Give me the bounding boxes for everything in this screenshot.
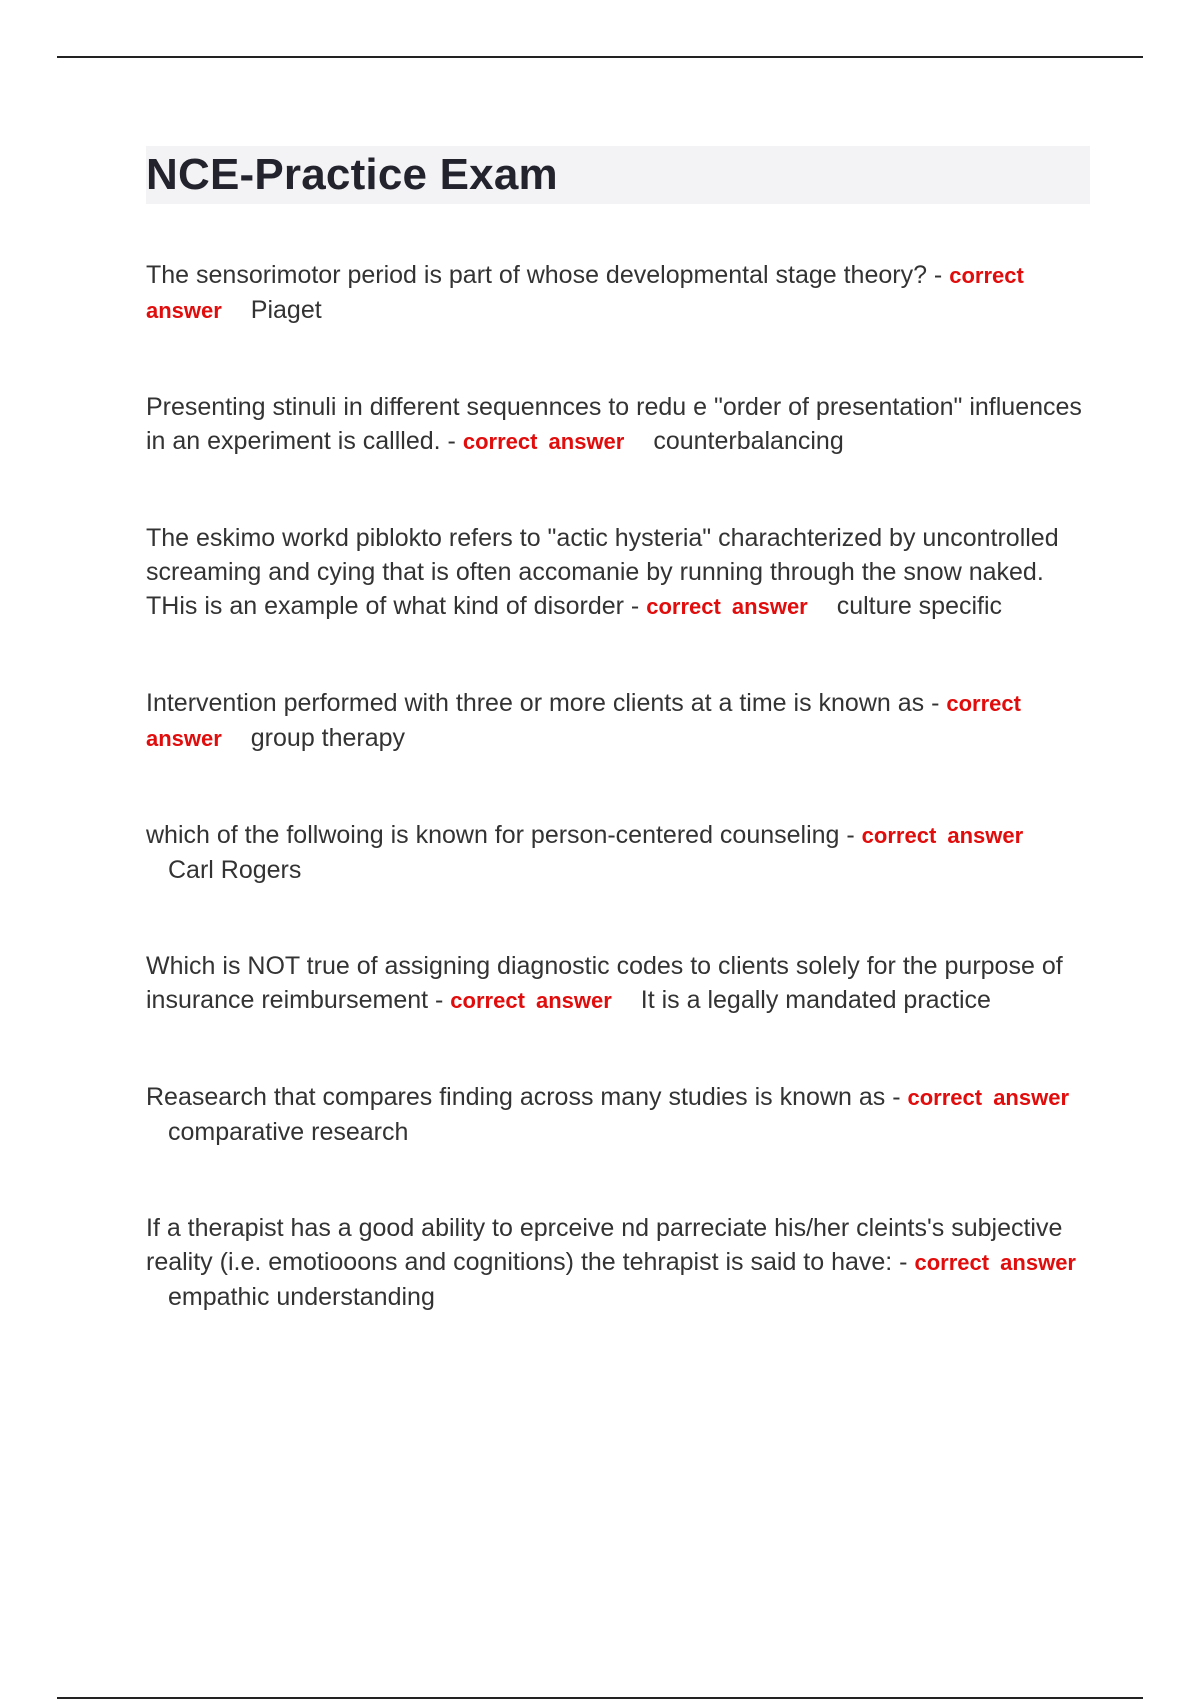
question-text: Reasearch that compares finding across many studies is known as - [146,1083,901,1111]
correct-answer-label: correct answer [462,429,625,454]
title-bar [146,146,1090,204]
question-text: which of the follwoing is known for person-centered counseling - [146,821,855,849]
question-text: Which is NOT true of assigning diagnostic codes to clients solely for the purpose of insurance reimbursement - [146,952,1063,1014]
question-text: Intervention performed with three or more clients at a time is known as - [146,689,940,717]
qa-item [146,390,1090,459]
qa-item [146,686,1090,756]
answer-text: counterbalancing [653,427,844,455]
answer-text: empathic understanding [168,1283,435,1311]
correct-answer-label: correct answer [907,1085,1070,1110]
correct-answer-label: correct answer [861,823,1024,848]
qa-item [146,258,1090,328]
question-text: The eskimo workd piblokto refers to "actic hysteria" charachterized by uncontrolled screaming and cying that is often accomanie by running through the snow naked. THis is an example of what kind of disorder - [146,524,1059,620]
correct-answer-label: correct answer [146,691,1021,751]
top-rule [57,56,1143,58]
correct-answer-label: correct answer [450,988,612,1013]
bottom-rule [57,1697,1143,1699]
answer-text: culture specific [836,592,1003,620]
answer-text: It is a legally mandated practice [640,986,991,1014]
question-text: Presenting stinuli in different sequennces to redu e "order of presentation" influences in an experiment is callled. - [146,393,1082,455]
qa-item [146,1080,1090,1149]
answer-text: comparative research [168,1118,409,1146]
qa-item [146,1211,1090,1314]
correct-answer-label: correct answer [646,594,808,619]
question-text: The sensorimotor period is part of whose developmental stage theory? - [146,261,943,289]
correct-answer-label: correct answer [146,263,1024,323]
answer-text: group therapy [250,724,406,752]
correct-answer-label: correct answer [914,1250,1076,1275]
qa-item [146,949,1090,1018]
page-title: NCE-Practice Exam [146,150,558,199]
answer-text: Carl Rogers [168,856,302,884]
document-body [146,146,1090,1314]
question-text: If a therapist has a good ability to eprceive nd parreciate his/her cleints's subjective reality (i.e. emotiooons and cognitions) the tehrapist is said to have: - [146,1214,1063,1276]
qa-item [146,818,1090,887]
answer-text: Piaget [250,296,322,324]
qa-item [146,521,1090,624]
